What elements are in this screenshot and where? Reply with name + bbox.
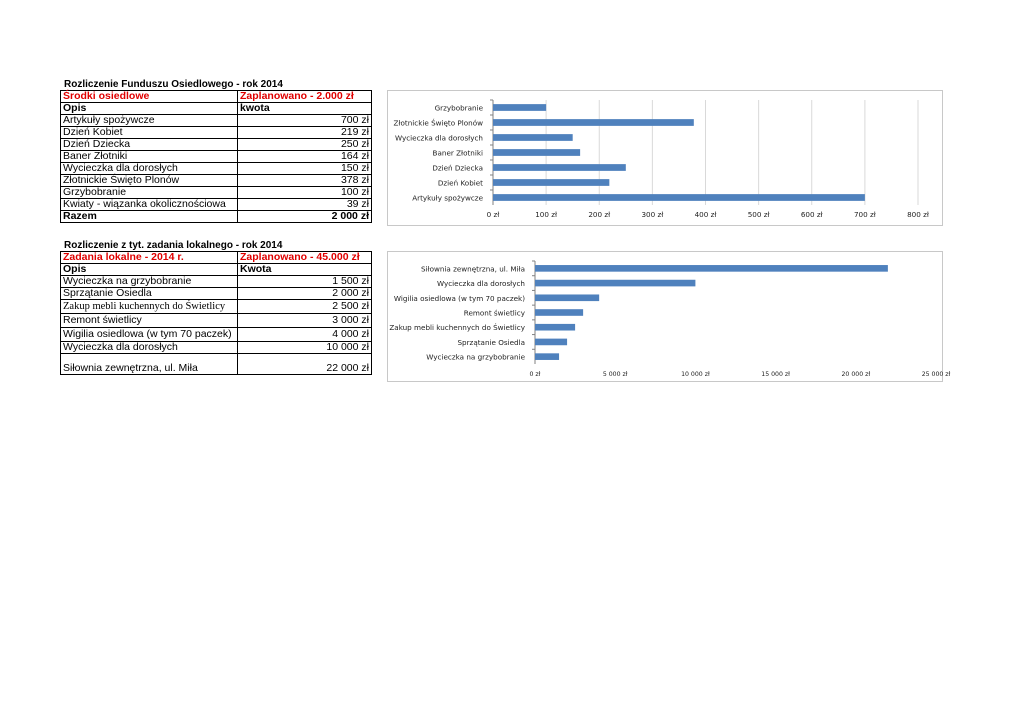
row-label[interactable]: Zakup mebli kuchennych do Świetlicy bbox=[61, 300, 238, 314]
table-row bbox=[61, 139, 372, 151]
category-label: Złotnickie Święto Plonów bbox=[393, 118, 483, 128]
table-row bbox=[61, 127, 372, 139]
x-tick-label: 15 000 zł bbox=[761, 371, 790, 378]
section1-title: Rozliczenie Funduszu Osiedlowego - rok 2014 bbox=[64, 79, 283, 90]
bar[interactable] bbox=[493, 194, 865, 201]
section1-total-row bbox=[61, 211, 372, 223]
row-label[interactable]: Grzybobranie bbox=[61, 187, 238, 199]
row-value[interactable]: 150 zł bbox=[238, 163, 372, 175]
row-label[interactable]: Dzień Kobiet bbox=[61, 127, 238, 139]
table-row bbox=[61, 328, 372, 342]
bar[interactable] bbox=[535, 265, 888, 272]
x-tick-label: 25 000 zł bbox=[921, 371, 951, 378]
section2-head-left[interactable]: Zadania lokalne - 2014 r. bbox=[61, 252, 238, 264]
category-label: Dzień Dziecka bbox=[432, 163, 483, 173]
bar[interactable] bbox=[493, 164, 626, 171]
row-label[interactable]: Sprzątanie Osiedla bbox=[61, 288, 238, 300]
row-label[interactable]: Wigilia osiedlowa (w tym 70 paczek) bbox=[61, 328, 238, 342]
table-row bbox=[61, 175, 372, 187]
chart-srodki-osiedlowe bbox=[387, 90, 943, 226]
bar[interactable] bbox=[493, 179, 609, 186]
x-tick-label: 10 000 zł bbox=[681, 371, 710, 378]
category-label: Zakup mebli kuchennych do Świetlicy bbox=[389, 323, 525, 333]
row-value[interactable]: 2 500 zł bbox=[238, 300, 372, 314]
table-row bbox=[61, 288, 372, 300]
row-label[interactable]: Artykuły spożywcze bbox=[61, 115, 238, 127]
bar[interactable] bbox=[535, 339, 567, 346]
bar[interactable] bbox=[535, 324, 575, 331]
table-row bbox=[61, 276, 372, 288]
row-value[interactable]: 1 500 zł bbox=[238, 276, 372, 288]
bar[interactable] bbox=[493, 149, 580, 156]
row-value[interactable]: 10 000 zł bbox=[238, 342, 372, 354]
bar[interactable] bbox=[535, 294, 599, 301]
category-label: Grzybobranie bbox=[434, 103, 483, 113]
table-row bbox=[61, 342, 372, 354]
x-tick-label: 700 zł bbox=[853, 210, 876, 219]
row-value[interactable]: 700 zł bbox=[238, 115, 372, 127]
section2-title: Rozliczenie z tyt. zadania lokalnego - rok 2014 bbox=[64, 240, 283, 251]
section1-header-row bbox=[61, 91, 372, 103]
x-tick-label: 20 000 zł bbox=[841, 371, 871, 378]
table-row bbox=[61, 199, 372, 211]
category-label: Remont świetlicy bbox=[463, 308, 525, 318]
table-row bbox=[61, 314, 372, 328]
section1-col-kwota[interactable]: kwota bbox=[238, 103, 372, 115]
row-label[interactable]: Baner Złotniki bbox=[61, 151, 238, 163]
row-value[interactable]: 39 zł bbox=[238, 199, 372, 211]
x-tick-label: 0 zł bbox=[529, 371, 541, 378]
section1-colhead-row bbox=[61, 103, 372, 115]
x-tick-label: 400 zł bbox=[694, 210, 717, 219]
row-value[interactable]: 219 zł bbox=[238, 127, 372, 139]
bar[interactable] bbox=[493, 134, 573, 141]
row-value[interactable]: 100 zł bbox=[238, 187, 372, 199]
section2-col-opis[interactable]: Opis bbox=[61, 264, 238, 276]
row-value[interactable]: 250 zł bbox=[238, 139, 372, 151]
table-row bbox=[61, 354, 372, 375]
row-value[interactable]: 378 zł bbox=[238, 175, 372, 187]
chart-srodki-osiedlowe-svg bbox=[388, 91, 942, 225]
row-label[interactable]: Kwiaty - wiązanka okolicznościowa bbox=[61, 199, 238, 211]
row-value[interactable]: 2 000 zł bbox=[238, 288, 372, 300]
bar[interactable] bbox=[535, 280, 695, 287]
category-label: Baner Złotniki bbox=[432, 148, 483, 158]
section1-col-opis[interactable]: Opis bbox=[61, 103, 238, 115]
chart-zadania-lokalne-svg bbox=[388, 252, 951, 381]
x-tick-label: 600 zł bbox=[800, 210, 823, 219]
row-value[interactable]: 3 000 zł bbox=[238, 314, 372, 328]
bar[interactable] bbox=[493, 119, 694, 126]
row-value[interactable]: 22 000 zł bbox=[238, 354, 372, 375]
category-label: Siłownia zewnętrzna, ul. Miła bbox=[420, 264, 525, 274]
table-row bbox=[61, 300, 372, 314]
section1-head-left[interactable]: Środki osiedlowe bbox=[61, 91, 238, 103]
table-row bbox=[61, 151, 372, 163]
row-label[interactable]: Wycieczka na grzybobranie bbox=[61, 276, 238, 288]
x-tick-label: 500 zł bbox=[747, 210, 770, 219]
table-row bbox=[61, 115, 372, 127]
x-tick-label: 300 zł bbox=[641, 210, 664, 219]
x-tick-label: 200 zł bbox=[588, 210, 611, 219]
section1-head-right[interactable]: Zaplanowano - 2.000 zł bbox=[238, 91, 372, 103]
category-label: Wycieczka dla dorosłych bbox=[436, 279, 525, 289]
category-label: Sprzątanie Osiedla bbox=[457, 337, 525, 347]
row-label[interactable]: Wycieczka dla dorosłych bbox=[61, 163, 238, 175]
table-row bbox=[61, 163, 372, 175]
row-value[interactable]: 4 000 zł bbox=[238, 328, 372, 342]
bar[interactable] bbox=[535, 309, 583, 316]
row-label[interactable]: Dzień Dziecka bbox=[61, 139, 238, 151]
section2-head-right[interactable]: Zaplanowano - 45.000 zł bbox=[238, 252, 372, 264]
x-tick-label: 100 zł bbox=[535, 210, 558, 219]
total-value[interactable]: 2 000 zł bbox=[238, 211, 372, 223]
category-label: Wycieczka na grzybobranie bbox=[426, 352, 525, 362]
section1-table bbox=[60, 90, 372, 223]
table-row bbox=[61, 187, 372, 199]
row-label[interactable]: Remont świetlicy bbox=[61, 314, 238, 328]
x-tick-label: 0 zł bbox=[486, 210, 500, 219]
row-label[interactable]: Złotnickie Święto Plonów bbox=[61, 175, 238, 187]
category-label: Dzień Kobiet bbox=[437, 178, 483, 188]
bar[interactable] bbox=[493, 104, 546, 111]
section2-table bbox=[60, 251, 372, 375]
row-value[interactable]: 164 zł bbox=[238, 151, 372, 163]
category-label: Artykuły spożywcze bbox=[412, 193, 483, 203]
total-label[interactable]: Razem bbox=[61, 211, 238, 223]
section2-colhead-row bbox=[61, 264, 372, 276]
category-label: Wycieczka dla dorosłych bbox=[394, 133, 483, 143]
row-label[interactable]: Wycieczka dla dorosłych bbox=[61, 342, 238, 354]
section2-col-kwota[interactable]: Kwota bbox=[238, 264, 372, 276]
x-tick-label: 800 zł bbox=[907, 210, 929, 219]
row-label[interactable]: Siłownia zewnętrzna, ul. Miła bbox=[61, 354, 238, 375]
chart-zadania-lokalne bbox=[387, 251, 951, 382]
section2-header-row bbox=[61, 252, 372, 264]
bar[interactable] bbox=[535, 353, 559, 360]
x-tick-label: 5 000 zł bbox=[602, 371, 628, 378]
category-label: Wigilia osiedlowa (w tym 70 paczek) bbox=[393, 293, 525, 303]
